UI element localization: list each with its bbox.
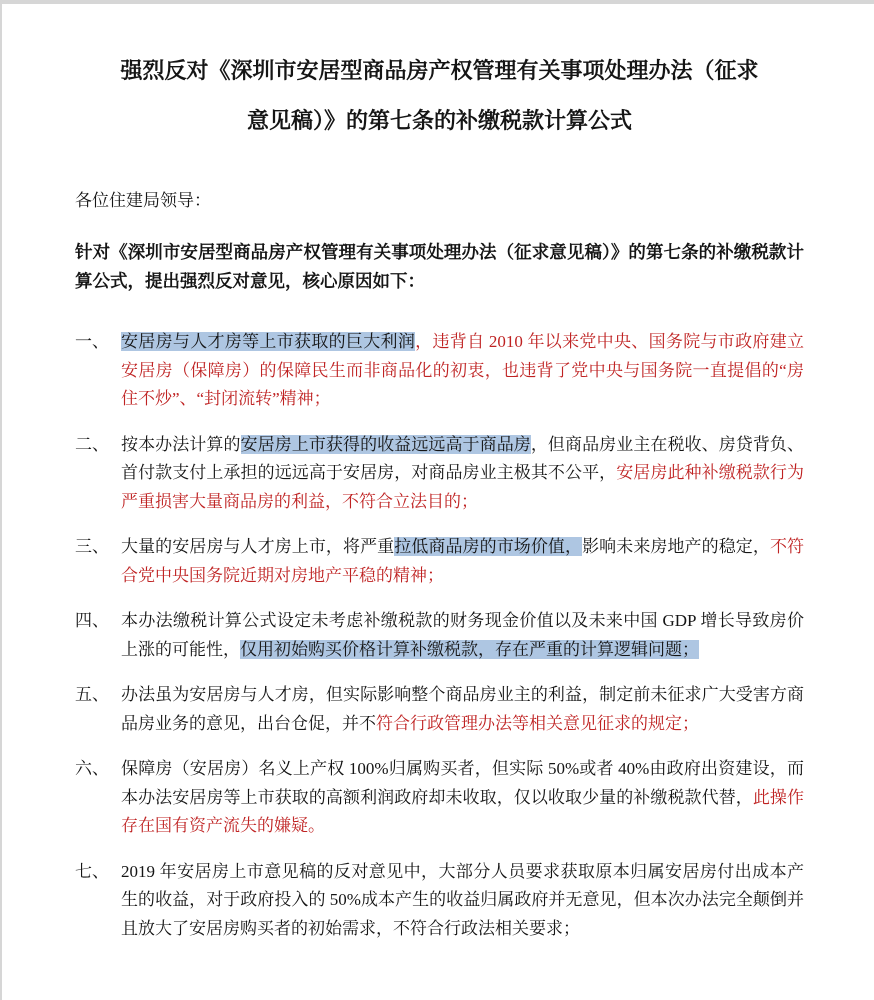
- item-text: [121, 431, 804, 517]
- body-text: 大量的安居房与人才房上市，将严重: [121, 537, 395, 556]
- body-text: ，但商品房业主在税收、房贷背负、首付款支付上承担的远远高于安居房，对商品房业主极其不公平，: [121, 434, 805, 482]
- item-text: [121, 755, 804, 841]
- list-item-1: [75, 328, 804, 414]
- list-item-4: [75, 607, 804, 664]
- item-text: [121, 858, 804, 944]
- item-number: 二、: [75, 434, 109, 454]
- salutation: 各位住建局领导：: [75, 191, 211, 210]
- item-number: 一、: [75, 332, 109, 351]
- document-title: [75, 46, 804, 146]
- document-title-line-1: 强烈反对《深圳市安居型商品房产权管理有关事项处理办法（征求: [120, 58, 759, 83]
- body-text: 影响未来房地产的稳定，: [582, 537, 770, 556]
- list-item-7: [75, 858, 804, 944]
- item-number: 六、: [75, 759, 109, 778]
- item-text: [121, 328, 804, 414]
- red-emphasis-text: 安居房此种补缴税款行为严重损害大量商品房的利益，不符合立法目的；: [121, 463, 805, 511]
- document-title-line-2: 意见稿）》的第七条的补缴税款计算公式: [246, 108, 632, 133]
- list-item-5: [75, 681, 804, 738]
- item-number: 七、: [75, 861, 109, 881]
- item-text: [121, 607, 804, 664]
- body-text: 2019 年安居房上市意见稿的反对意见中，大部分人员要求获取原本归属安居房付出成本产生的收益，对于政府投入的 50%成本产生的收益归属政府并无意见，但本次办法完全颠倒并且放大了安居房购买者的初始需求，不符合行政法相关要求；: [121, 861, 804, 938]
- highlighted-text: 安居房与人才房等上市获取的巨大利润: [121, 332, 416, 351]
- reasons-list: [75, 328, 804, 943]
- red-emphasis-text: ，违背自 2010 年以来党中央、国务院与市政府建立安居房（保障房）的保障民生而非商品化的初衷，也违背了党中央与国务院一直提倡的“房住不炒”、“封闭流转”精神；: [121, 332, 805, 408]
- intro-paragraph: 针对《深圳市安居型商品房产权管理有关事项处理办法（征求意见稿）》的第七条的补缴税款计算公式，提出强烈反对意见，核心原因如下：: [75, 242, 804, 291]
- list-item-3: [75, 533, 804, 590]
- body-text: 按本办法计算的: [121, 434, 241, 454]
- body-text: 本办法缴税计算公式设定未考虑补缴税款的财务现金价值以及未来中国 GDP 增长导致房价上涨的可能性，: [121, 611, 804, 659]
- body-text: 保障房（安居房）名义上产权 100%归属购买者，但实际 50%或者 40%由政府出资建设，而本办法安居房等上市获取的高额利润政府却未收取，仅以收取少量的补缴税款代替，: [121, 759, 804, 807]
- red-emphasis-text: 此操作存在国有资产流失的嫌疑。: [121, 787, 805, 835]
- item-number: 三、: [75, 537, 109, 556]
- list-item-2: [75, 431, 804, 517]
- item-number: 五、: [75, 685, 109, 704]
- highlighted-text: 仅用初始购买价格计算补缴税款，存在严重的计算逻辑问题；: [240, 639, 699, 659]
- highlighted-text: 拉低商品房的市场价值，: [394, 537, 583, 556]
- highlighted-text: 安居房上市获得的收益远远高于商品房: [240, 434, 531, 454]
- body-text: 办法虽为安居房与人才房，但实际影响整个商品房业主的利益，制定前未征求广大受害方商品房业务的意见，出台仓促，并不: [121, 685, 804, 733]
- item-number: 四、: [75, 611, 109, 630]
- list-item-6: [75, 755, 804, 841]
- item-text: [121, 533, 804, 590]
- red-emphasis-text: 符合行政管理办法等相关意见征求的规定；: [376, 713, 699, 733]
- red-emphasis-text: 不符合党中央国务院近期对房地产平稳的精神；: [121, 537, 805, 585]
- item-text: [121, 681, 804, 738]
